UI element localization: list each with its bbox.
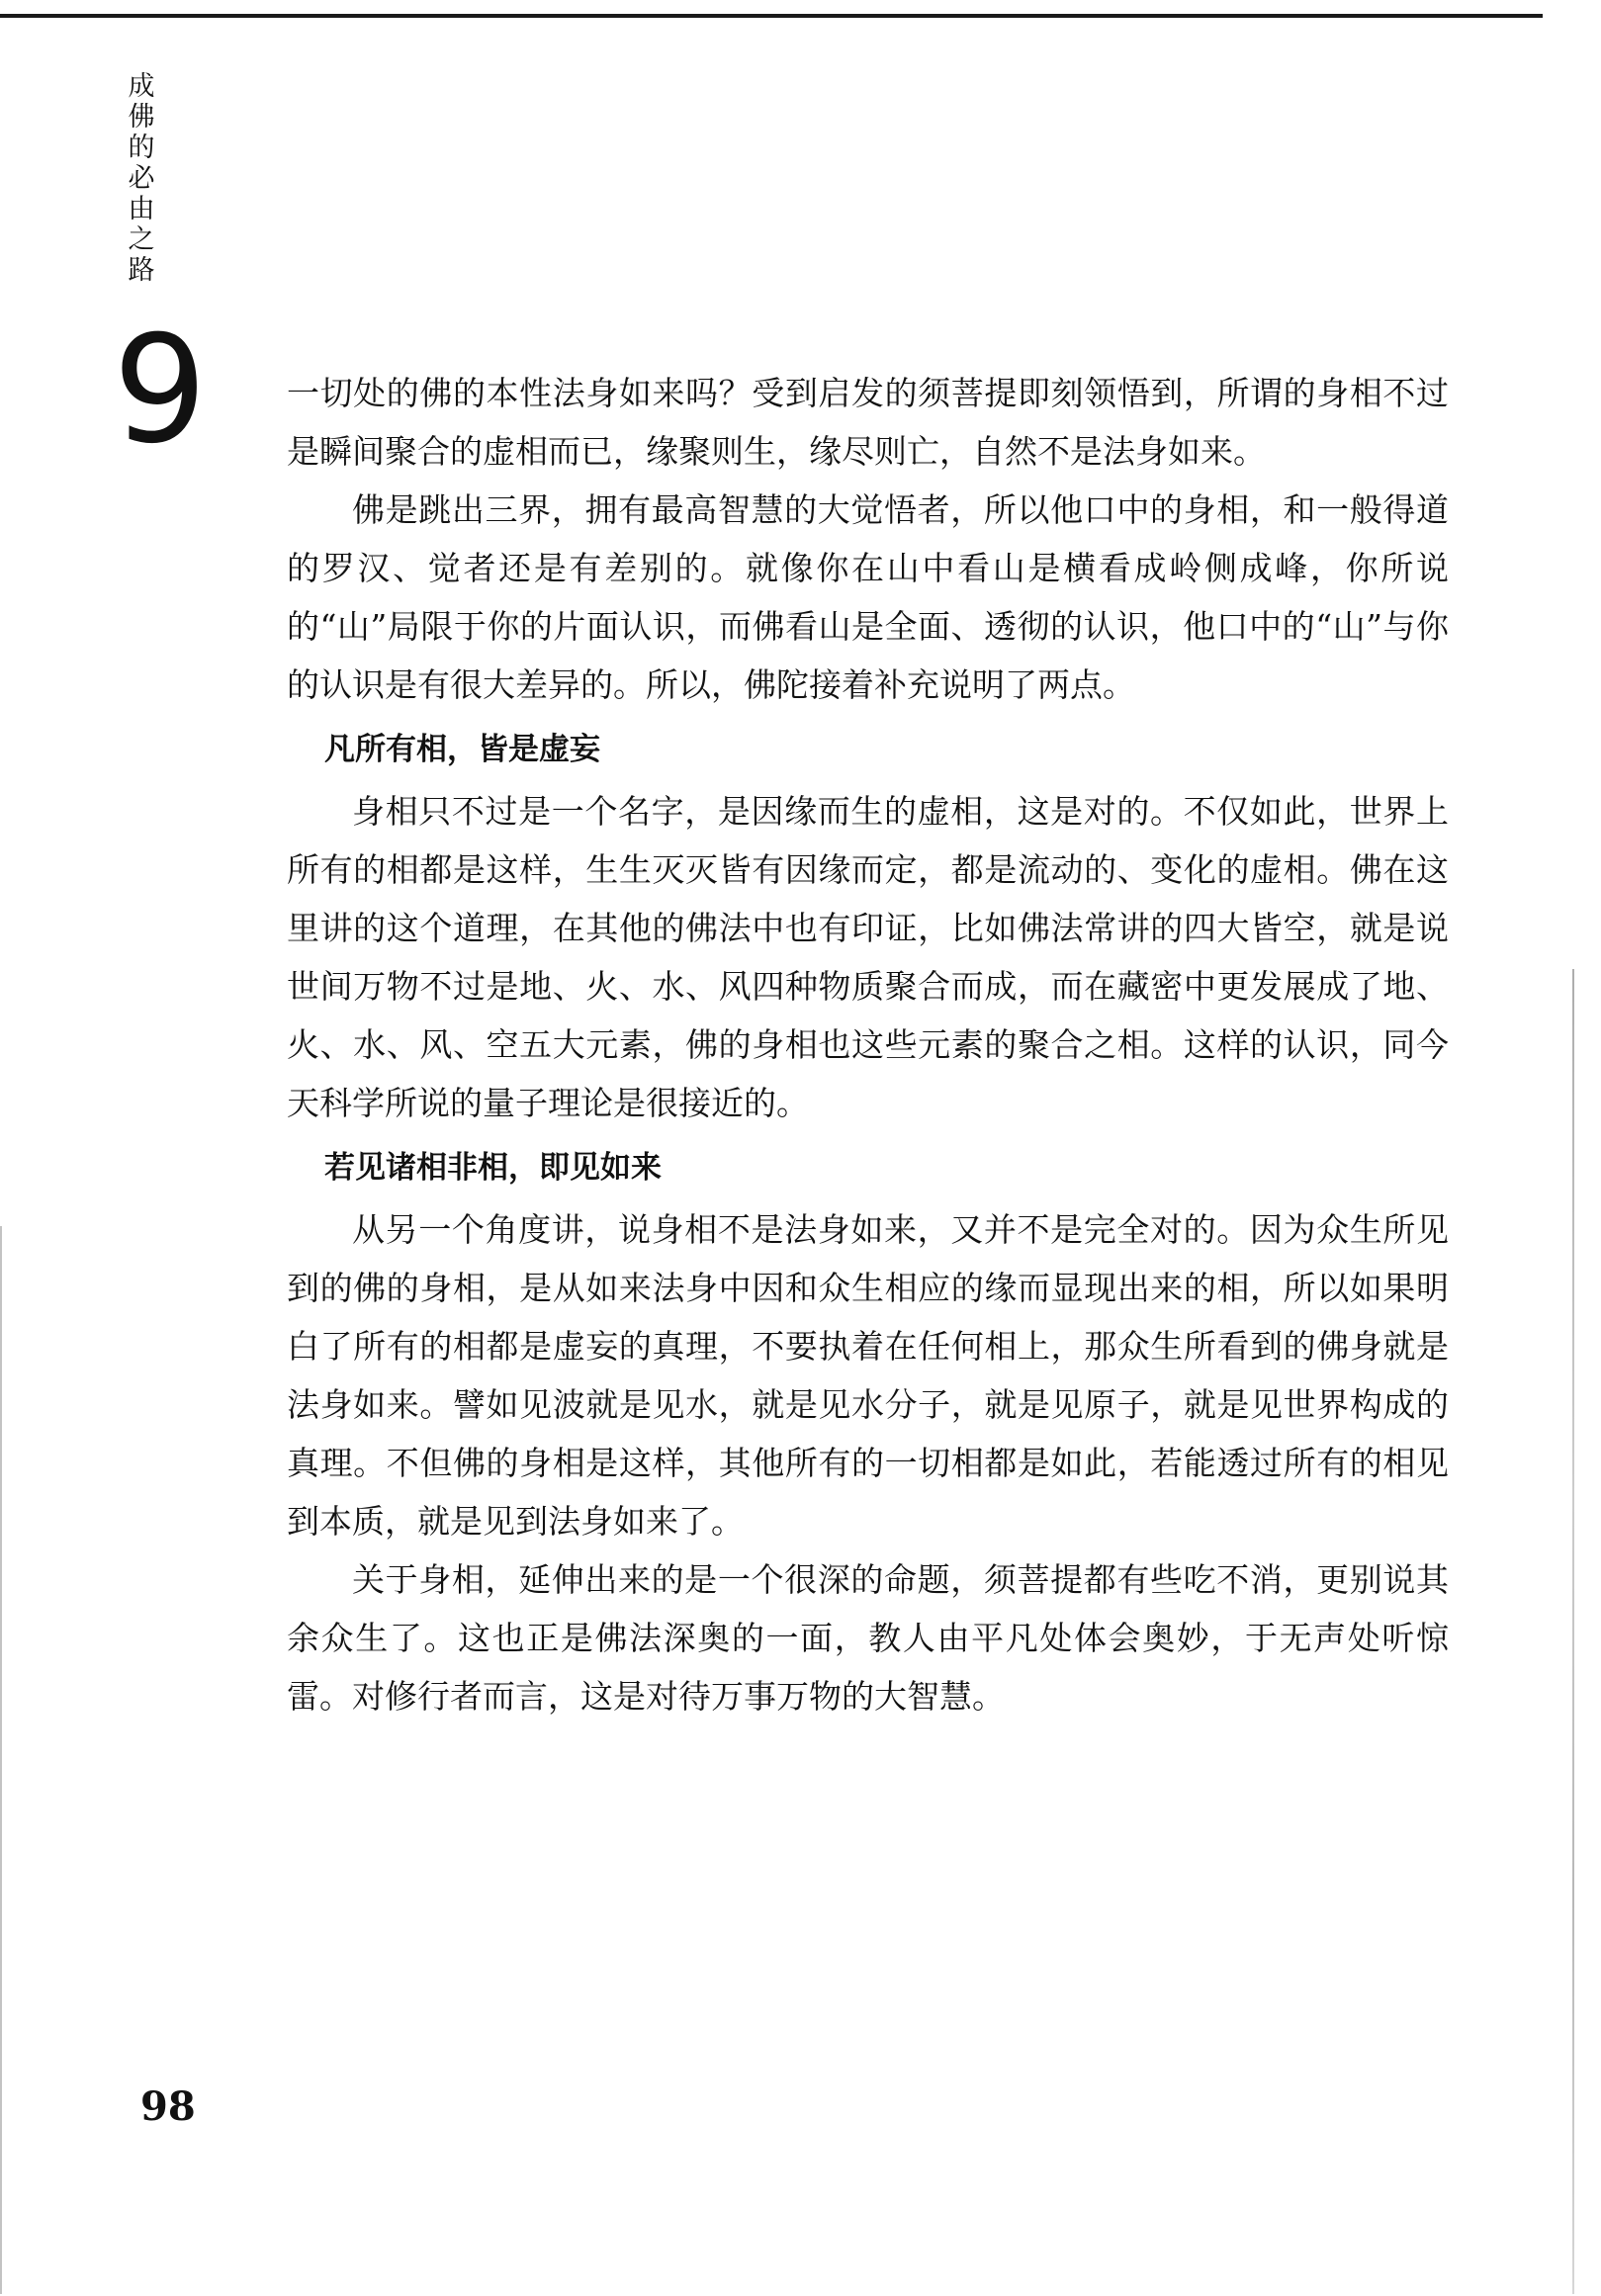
running-head: 成佛的必由之路 [128,71,155,286]
body-text [287,364,1449,1725]
chapter-number: 9 [113,305,208,477]
paragraph-1: 一切处的佛的本性法身如来吗？受到启发的须菩提即刻领悟到，所谓的身相不过是瞬间聚合的虚相而已，缘聚则生，缘尽则亡，自然不是法身如来。 [287,374,1449,471]
paragraph-3: 身相只不过是一个名字，是因缘而生的虚相，这是对的。不仅如此，世界上所有的相都是这样，生生灭灭皆有因缘而定，都是流动的、变化的虚相。佛在这里讲的这个道理，在其他的佛法中也有印证，比如佛法常讲的四大皆空，就是说世间万物不过是地、火、水、风四种物质聚合而成，而在藏密中更发展成了地、火、水、风、空五大元素，佛的身相也这些元素的聚合之相。这样的认识，同今天科学所说的量子理论是很接近的。 [287,792,1449,1122]
paragraph-2: 佛是跳出三界，拥有最高智慧的大觉悟者，所以他口中的身相，和一般得道的罗汉、觉者还是有差别的。就像你在山中看山是横看成岭侧成峰，你所说的“山”局限于你的片面认识，而佛看山是全面、透彻的认识，他口中的“山”与你的认识是有很大差异的。所以，佛陀接着补充说明了两点。 [287,490,1449,704]
section-heading-2: 若见诸相非相，即见如来 [324,1150,662,1186]
section-heading-1: 凡所有相，皆是虚妄 [324,732,600,767]
paragraph-5: 关于身相，延伸出来的是一个很深的命题，须菩提都有些吃不消，更别说其余众生了。这也正是佛法深奥的一面，教人由平凡处体会奥妙，于无声处听惊雷。对修行者而言，这是对待万事万物的大智慧。 [287,1560,1449,1716]
scan-edge-left [0,1226,2,2294]
scan-edge-right [1572,969,1574,2294]
paragraph-4: 从另一个角度讲，说身相不是法身如来，又并不是完全对的。因为众生所见到的佛的身相，是从如来法身中因和众生相应的缘而显现出来的相，所以如果明白了所有的相都是虚妄的真理，不要执着在任何相上，那众生所看到的佛身就是法身如来。譬如见波就是见水，就是见水分子，就是见原子，就是见世界构成的真理。不但佛的身相是这样，其他所有的一切相都是如此，若能透过所有的相见到本质，就是见到法身如来了。 [287,1210,1449,1541]
page-number: 98 [140,2083,196,2130]
top-rule [0,14,1543,18]
